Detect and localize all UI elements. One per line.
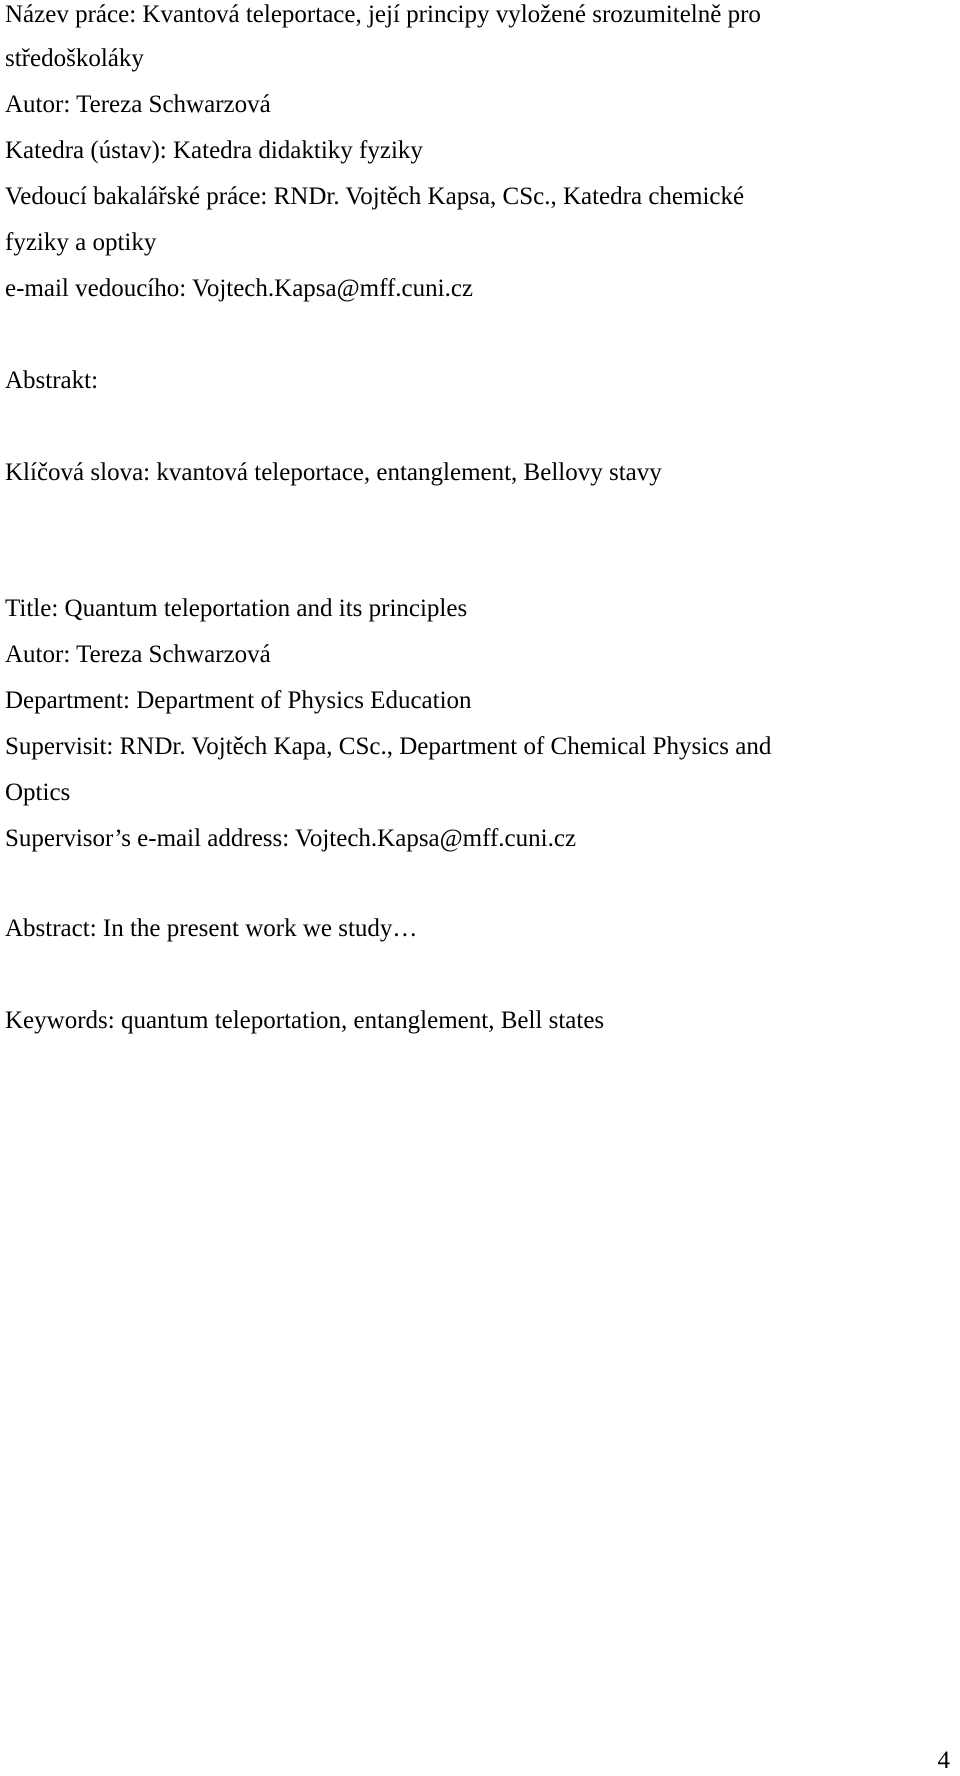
czech-title-line-1: Název práce: Kvantová teleportace, její principy vyložené srozumitelně pro — [5, 1, 761, 28]
english-keywords: Keywords: quantum teleportation, entanglement, Bell states — [5, 1007, 605, 1034]
czech-keywords: Klíčová slova: kvantová teleportace, entanglement, Bellovy stavy — [5, 459, 662, 486]
english-abstract: Abstract: In the present work we study… — [5, 915, 418, 942]
page-number: 4 — [937, 1747, 950, 1774]
english-supervisor-line-1: Supervisit: RNDr. Vojtěch Kapa, CSc., Department of Chemical Physics and — [5, 733, 772, 760]
czech-supervisor-line-1: Vedoucí bakalářské práce: RNDr. Vojtěch Kapsa, CSc., Katedra chemické — [5, 183, 745, 210]
english-title: Title: Quantum teleportation and its principles — [5, 595, 468, 622]
czech-author: Autor: Tereza Schwarzová — [5, 91, 271, 118]
czech-abstract-label: Abstrakt: — [5, 367, 99, 394]
english-author: Autor: Tereza Schwarzová — [5, 641, 271, 668]
english-supervisor-email: Supervisor’s e-mail address: Vojtech.Kapsa@mff.cuni.cz — [5, 825, 577, 852]
czech-title-line-2: středoškoláky — [5, 45, 144, 72]
english-department: Department: Department of Physics Education — [5, 687, 472, 714]
czech-department: Katedra (ústav): Katedra didaktiky fyziky — [5, 137, 423, 164]
english-supervisor-line-2: Optics — [5, 779, 71, 806]
czech-supervisor-email: e-mail vedoucího: Vojtech.Kapsa@mff.cuni.cz — [5, 275, 474, 302]
czech-supervisor-line-2: fyziky a optiky — [5, 229, 157, 256]
